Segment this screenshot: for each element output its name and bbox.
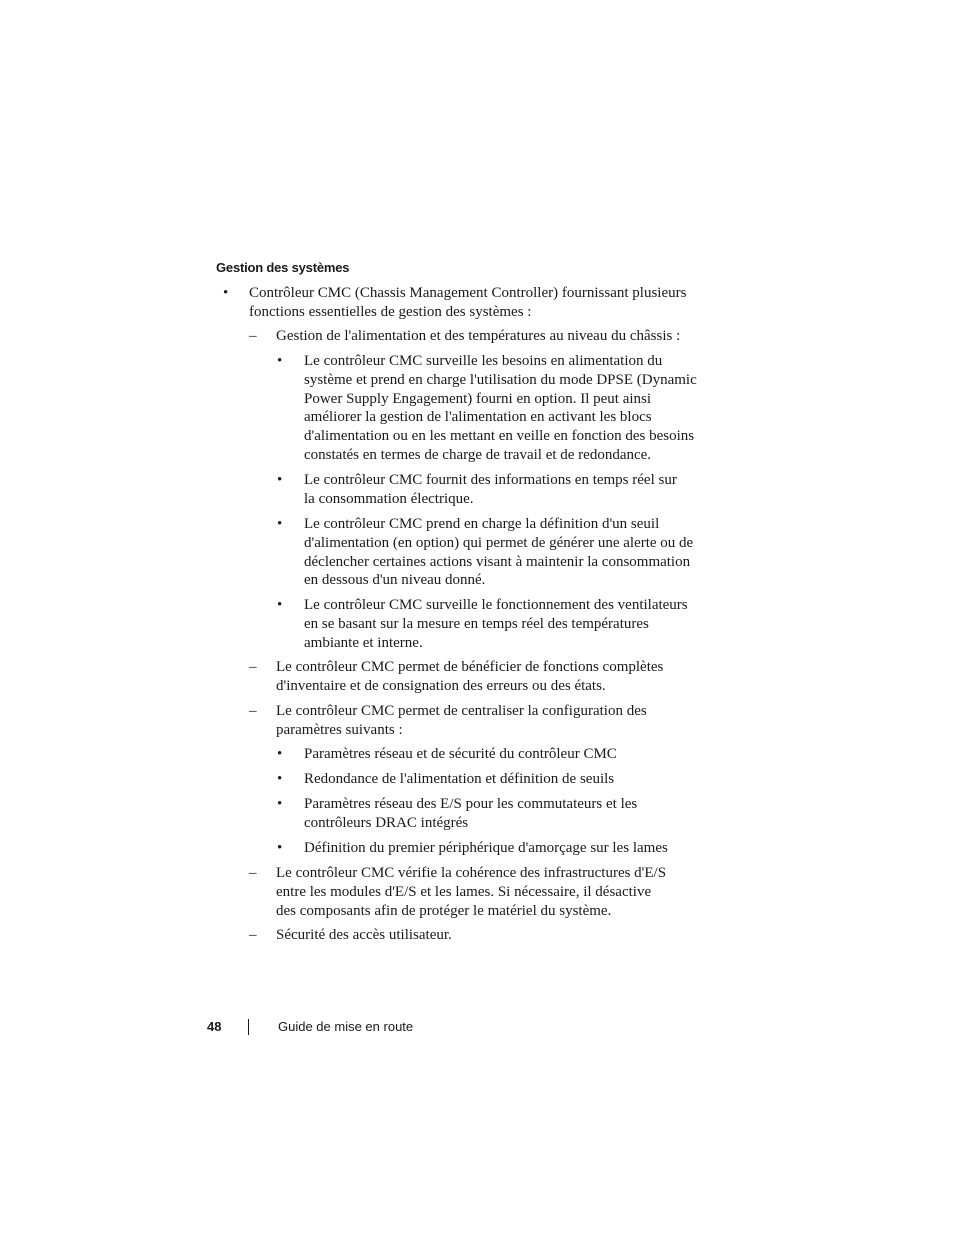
list-item-boot-device xyxy=(277,839,724,858)
list-item-inventory-logging xyxy=(249,658,726,696)
dash-marker: – xyxy=(249,328,257,344)
list-item-realtime-power xyxy=(277,471,724,509)
bullet-marker: • xyxy=(277,353,283,369)
list-item-text: Contrôleur CMC (Chassis Management Controller) fournissant plusieurs fonctions essentielles de gestion des systèmes : xyxy=(249,285,687,320)
list-item-text: Le contrôleur CMC surveille le fonctionnement des ventilateurs en se basant sur la mesure en temps réel des températures ambiante et interne. xyxy=(304,597,688,651)
list-item-io-consistency xyxy=(249,864,726,920)
bullet-marker: • xyxy=(277,516,283,532)
footer-title: Guide de mise en route xyxy=(278,1019,414,1034)
list-item-text: Le contrôleur CMC prend en charge la définition d'un seuil d'alimentation (en option) qui permet de générer une alerte ou de déclencher certaines actions visant à maintenir la consommation en dessous d'un niveau donné. xyxy=(304,516,694,589)
list-item-central-config xyxy=(249,702,726,740)
bullet-marker: • xyxy=(277,472,283,488)
list-item-text: Le contrôleur CMC surveille les besoins en alimentation du système et prend en charge l'utilisation du mode DPSE (Dynamic Power Supply Engagement) fourni en option. Il peut ainsi améliorer la gestion de l'alimentation en activant les blocs d'alimentation ou en les mettant en veille en fonction des besoins constatés en termes de charge de travail et de redondance. xyxy=(304,353,697,463)
dash-marker: – xyxy=(249,703,257,719)
bullet-marker: • xyxy=(277,771,283,787)
list-item-user-access xyxy=(249,926,726,945)
bullet-marker: • xyxy=(277,597,283,613)
list-item-fan-monitoring xyxy=(277,596,724,652)
list-item-text: Paramètres réseau et de sécurité du contrôleur CMC xyxy=(304,746,617,762)
list-item-text: Définition du premier périphérique d'amorçage sur les lames xyxy=(304,840,668,856)
list-item-text: Le contrôleur CMC vérifie la cohérence des infrastructures d'E/S entre les modules d'E/S et les lames. Si nécessaire, il désactive des composants afin de protéger le matériel du système. xyxy=(276,865,667,919)
bullet-marker: • xyxy=(277,746,283,762)
list-item-power-thermal xyxy=(249,327,726,346)
list-item-text: Le contrôleur CMC permet de centraliser la configuration des paramètres suivants : xyxy=(276,703,647,738)
list-item-text: Le contrôleur CMC permet de bénéficier de fonctions complètes d'inventaire et de consignation des erreurs ou des états. xyxy=(276,659,664,694)
list-item-io-network xyxy=(277,795,724,833)
list-item-text: Redondance de l'alimentation et définition de seuils xyxy=(304,771,615,787)
list-item-power-threshold xyxy=(277,515,724,590)
bullet-marker: • xyxy=(277,840,283,856)
dash-marker: – xyxy=(249,927,257,943)
list-item-text: Le contrôleur CMC fournit des informations en temps réel sur la consommation électrique. xyxy=(304,472,677,507)
section-heading: Gestion des systèmes xyxy=(216,260,350,275)
list-item-dpse xyxy=(277,352,724,465)
footer-separator xyxy=(248,1019,249,1035)
list-item-text: Gestion de l'alimentation et des températures au niveau du châssis : xyxy=(276,328,681,344)
list-item-text: Paramètres réseau des E/S pour les commutateurs et les contrôleurs DRAC intégrés xyxy=(304,796,638,831)
bullet-marker: • xyxy=(277,796,283,812)
list-item-cmc-overview xyxy=(223,284,724,322)
dash-marker: – xyxy=(249,865,257,881)
list-item-text: Sécurité des accès utilisateur. xyxy=(276,927,452,943)
bullet-marker: • xyxy=(223,285,229,301)
dash-marker: – xyxy=(249,659,257,675)
list-item-power-redundancy xyxy=(277,770,724,789)
page-number: 48 xyxy=(207,1019,222,1034)
list-item-network-security xyxy=(277,745,724,764)
